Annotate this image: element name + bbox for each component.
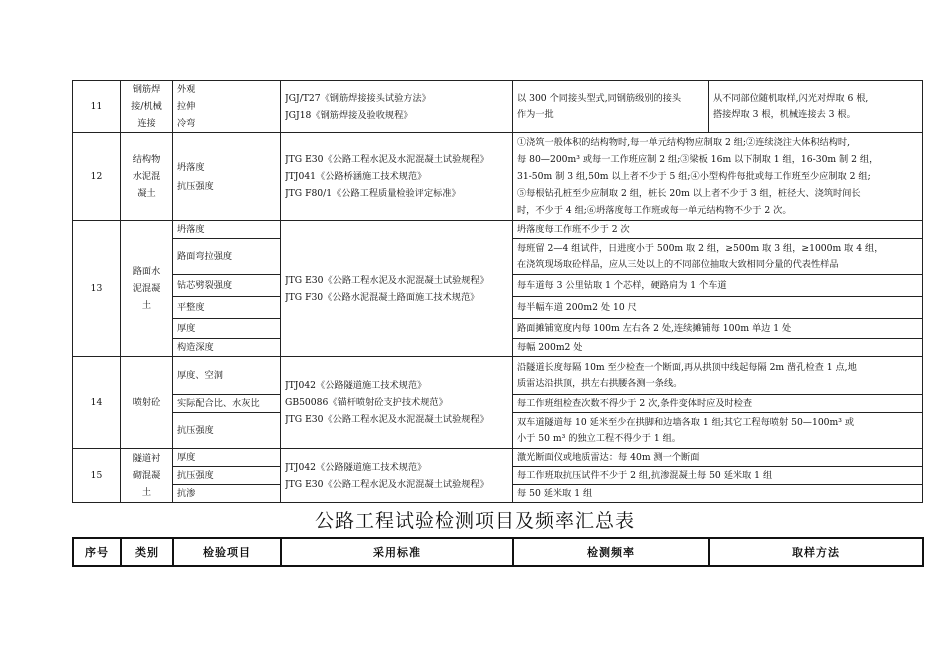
row-number: 11 xyxy=(73,81,121,133)
row-number: 12 xyxy=(73,133,121,221)
table-row xyxy=(73,449,923,467)
row-number: 13 xyxy=(73,221,121,357)
item-cell: 抗压强度 xyxy=(173,467,281,485)
frequency-cell: 以 300 个同接头型式,同钢筋级别的接头 作为一批 xyxy=(513,81,709,133)
frequency-cell: 每班留 2—4 组试件，日进度小于 500m 取 2 组，≥500m 取 3 组，≥1000m 取 4 组， 在浇筑现场取砼样品，应从三处以上的不同部位抽取大致相同分量的代表性样品 xyxy=(513,239,923,275)
header-row xyxy=(73,538,923,566)
item-cell: 厚度 xyxy=(173,319,281,339)
category-cell: 结构物 水泥混 凝土 xyxy=(121,133,173,221)
category-cell: 钢筋焊 接/机械 连接 xyxy=(121,81,173,133)
category-cell: 路面水 泥混凝 土 xyxy=(121,221,173,357)
item-cell: 平整度 xyxy=(173,297,281,319)
frequency-cell: 每工作班组检查次数不得少于 2 次,条件变体时应及时检查 xyxy=(513,395,923,413)
standards-cell: JTG E30《公路工程水泥及水泥混凝土试验规程》 JTG F30《公路水泥混凝土路面施工技术规范》 xyxy=(281,221,513,357)
header-cell-category: 类别 xyxy=(121,538,173,566)
item-cell: 钻芯劈裂强度 xyxy=(173,275,281,297)
header-cell-number: 序号 xyxy=(73,538,121,566)
standards-cell: JTJ042《公路隧道施工技术规范》 JTG E30《公路工程水泥及水泥混凝土试验规程》 xyxy=(281,449,513,503)
standards-cell: JGJ/T27《钢筋焊接接头试验方法》 JGJ18《钢筋焊接及验收规程》 xyxy=(281,81,513,133)
frequency-cell: 激光断面仪或地质雷达：每 40m 测一个断面 xyxy=(513,449,923,467)
page-title: 公路工程试验检测项目及频率汇总表 xyxy=(314,510,635,532)
item-cell: 抗渗 xyxy=(173,485,281,503)
header-cell-standard: 采用标准 xyxy=(281,538,513,566)
item-cell: 坍落度 xyxy=(173,221,281,239)
standards-cell: JTJ042《公路隧道施工技术规范》 GB50086《锚杆喷射砼支护技术规范》 JTG E30《公路工程水泥及水泥混凝土试验规程》 xyxy=(281,357,513,449)
frequency-cell: ①浇筑一般体积的结构物时,每一单元结构物应制取 2 组;②连续浇注大体积结构时, 每 80—200m³ 或每一工作班应制 2 组;③梁板 16m 以下制取 1 组，16-30m 制 2 组， 31-50m 制 3 组,50m 以上者不少于 5 组;④小型构件每批或每工作班至少应制取 2 组; ⑤每根钻孔桩至少应制取 2 组，桩长 20m 以上者不少于 3 组，桩径大、浇筑时间长 时，不少于 4 组;⑥坍落度每工作班或每一单元结构物不少于 2 次。 xyxy=(513,133,923,221)
item-cell: 厚度、空洞 xyxy=(173,357,281,395)
item-cell: 路面弯拉强度 xyxy=(173,239,281,275)
frequency-cell: 每 50 延米取 1 组 xyxy=(513,485,923,503)
frequency-cell: 每车道每 3 公里钻取 1 个芯样，硬路肩为 1 个车道 xyxy=(513,275,923,297)
frequency-cell: 坍落度每工作班不少于 2 次 xyxy=(513,221,923,239)
frequency-cell: 每工作班取抗压试件不少于 2 组,抗渗混凝土每 50 延米取 1 组 xyxy=(513,467,923,485)
table-row xyxy=(73,357,923,395)
header-table xyxy=(72,537,924,567)
items-cell: 坍落度 抗压强度 xyxy=(173,133,281,221)
table-row xyxy=(73,133,923,221)
header-cell-frequency: 检测频率 xyxy=(513,538,709,566)
row-number: 15 xyxy=(73,449,121,503)
row-number: 14 xyxy=(73,357,121,449)
header-cell-item: 检验项目 xyxy=(173,538,281,566)
category-cell: 隧道衬 砌混凝 土 xyxy=(121,449,173,503)
header-cell-sampling: 取样方法 xyxy=(709,538,923,566)
item-cell: 构造深度 xyxy=(173,339,281,357)
frequency-cell: 每幅 200m2 处 xyxy=(513,339,923,357)
frequency-cell: 每半幅车道 200m2 处 10 尺 xyxy=(513,297,923,319)
table-row xyxy=(73,221,923,239)
item-cell: 抗压强度 xyxy=(173,413,281,449)
table-row xyxy=(73,81,923,133)
category-cell: 喷射砼 xyxy=(121,357,173,449)
frequency-cell: 沿隧道长度每隔 10m 至少检查一个断面,再从拱顶中线起每隔 2m 凿孔检查 1 点,地 质雷达沿拱顶，拱左右拱腰各测一条线。 xyxy=(513,357,923,395)
item-cell: 实际配合比、水灰比 xyxy=(173,395,281,413)
items-cell: 外观 拉伸 冷弯 xyxy=(173,81,281,133)
sampling-cell: 从不同部位随机取样,闪光对焊取 6 根, 搭接焊取 3 根，机械连接去 3 根。 xyxy=(709,81,923,133)
frequency-cell: 路面摊铺宽度内每 100m 左右各 2 处,连续摊铺每 100m 单边 1 处 xyxy=(513,319,923,339)
frequency-cell: 双车道隧道每 10 延米至少在拱脚和边墙各取 1 组;其它工程每喷射 50—100m³ 或 小于 50 m³ 的独立工程不得少于 1 组。 xyxy=(513,413,923,449)
standards-cell: JTG E30《公路工程水泥及水泥混凝土试验规程》 JTJ041《公路桥涵施工技术规范》 JTG F80/1《公路工程质量检验评定标准》 xyxy=(281,133,513,221)
item-cell: 厚度 xyxy=(173,449,281,467)
inspection-table xyxy=(72,80,923,503)
